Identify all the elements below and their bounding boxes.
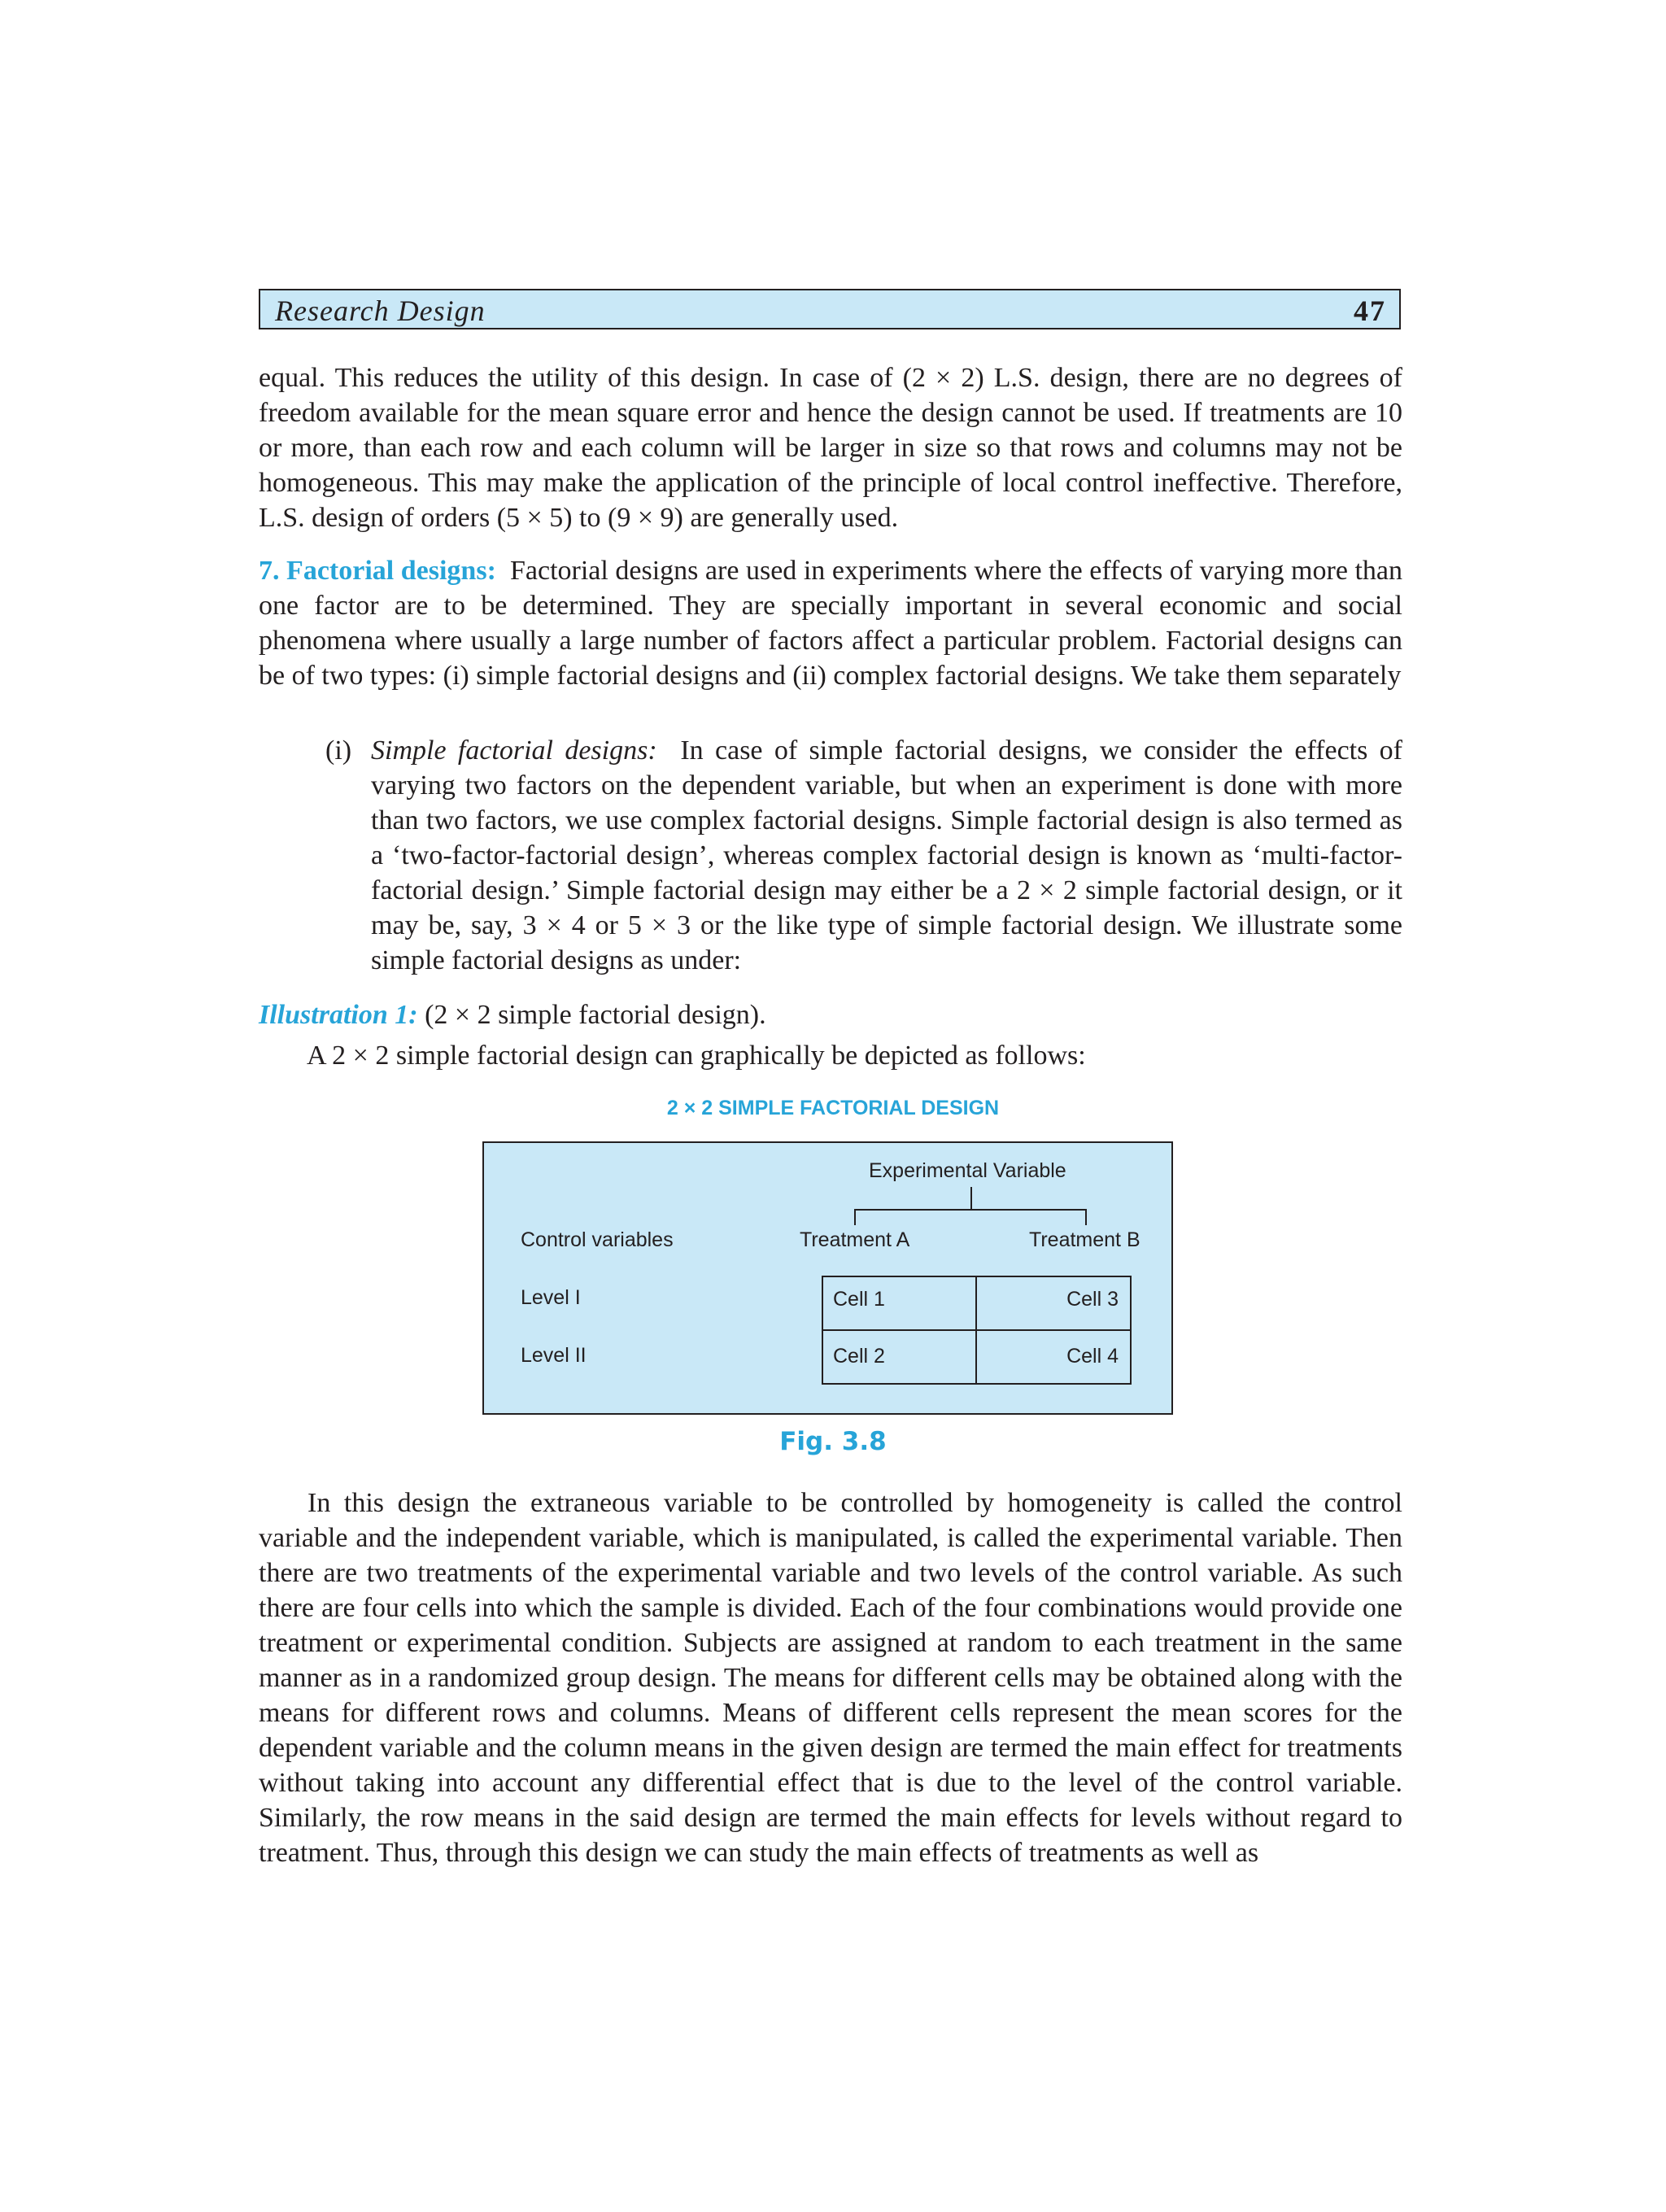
connector-vertical (970, 1187, 972, 1210)
factorial-design-diagram (482, 1141, 1173, 1415)
illustration-description: A 2 × 2 simple factorial design can graphically be depicted as follows: (307, 1041, 1086, 1071)
section-heading: 7. Factorial designs: (259, 556, 496, 586)
section-text: Factorial designs are used in experiments where the effects of varying more than one factor are to be determined. They are specially important in several economic and social phenomena where usually a large number of factors affect a particular problem. Factorial designs can be of two types: (i) simple factorial designs and (ii) complex factorial designs. We take them separately (259, 556, 1402, 691)
connector-left-tick (854, 1209, 856, 1225)
figure-caption: Fig. 3.8 (779, 1427, 887, 1456)
list-item-text: In case of simple factorial designs, we consider the effects of varying two factors on the dependent variable, but when an experiment is done with more than two factors, we use complex factorial designs. Simple factorial design is also termed as a ‘two-factor-factorial design’, whereas complex factorial design is known as ‘multi-factor-factorial design.’ Simple factorial design may either be a 2 × 2 simple factorial design, or it may be, say, 3 × 4 or 5 × 3 or the like type of simple factorial design. We illustrate some simple factorial designs as under: (371, 735, 1403, 975)
level-2-label: Level II (521, 1344, 587, 1367)
cell-1: Cell 1 (833, 1288, 885, 1311)
list-item-simple-factorial (325, 733, 1402, 978)
cell-2: Cell 2 (833, 1345, 885, 1368)
paragraph-explanation: In this design the extraneous variable to be controlled by homogeneity is called the control variable and the independent variable, which is manipulated, is called the experimental variable. Then there are two treatments of the experimental variable and two levels of the control variable. As such there are four cells into which the sample is divided. Each of the four combinations would provide one treatment or experimental condition. Subjects are assigned at random to each treatment in the same manner as in a randomized group design. The means for different cells may be obtained along with the means for different rows and columns. Means of different cells represent the mean scores for the dependent variable and the column means in the given design are termed the main effect for treatments without taking into account any differential effect that is due to the level of the control variable. Similarly, the row means in the said design are termed the main effects for levels without regard to treatment. Thus, through this design we can study the main effects of treatments as well as (259, 1488, 1402, 1868)
control-variables-label: Control variables (521, 1228, 674, 1251)
experimental-variable-label: Experimental Variable (869, 1159, 1066, 1182)
cell-grid (822, 1276, 1132, 1385)
figure-title: 2 × 2 SIMPLE FACTORIAL DESIGN (666, 1097, 1000, 1119)
paragraph-continuation: equal. This reduces the utility of this design. In case of (2 × 2) L.S. design, there are no degrees of freedom available for the mean square error and hence the design cannot be used. If treatments are 10 or more, than each row and each column will be larger in size so that rows and columns may not be homogeneous. This may make the application of the principle of local control ineffective. Therefore, L.S. design of orders (5 × 5) to (9 × 9) are generally used. (259, 363, 1402, 533)
connector-horizontal (854, 1209, 1087, 1211)
illustration-text: (2 × 2 simple factorial design). (425, 1000, 766, 1030)
cell-4: Cell 4 (1066, 1345, 1119, 1368)
running-header-title: Research Design (275, 294, 486, 327)
level-1-label: Level I (521, 1286, 581, 1309)
illustration-label: Illustration 1: (259, 1000, 418, 1030)
treatment-b-label: Treatment B (1029, 1228, 1140, 1251)
section-factorial-designs (259, 553, 1402, 693)
page-number: 47 (1354, 294, 1386, 327)
list-item-number: (i) (325, 735, 352, 766)
list-item-subheading: Simple factorial designs: (371, 735, 657, 766)
cell-3: Cell 3 (1066, 1288, 1119, 1311)
illustration-heading (259, 997, 766, 1032)
treatment-a-label: Treatment A (800, 1228, 910, 1251)
cell-grid-horizontal-divider (823, 1329, 1130, 1331)
connector-right-tick (1085, 1209, 1087, 1225)
running-header (259, 289, 1401, 329)
